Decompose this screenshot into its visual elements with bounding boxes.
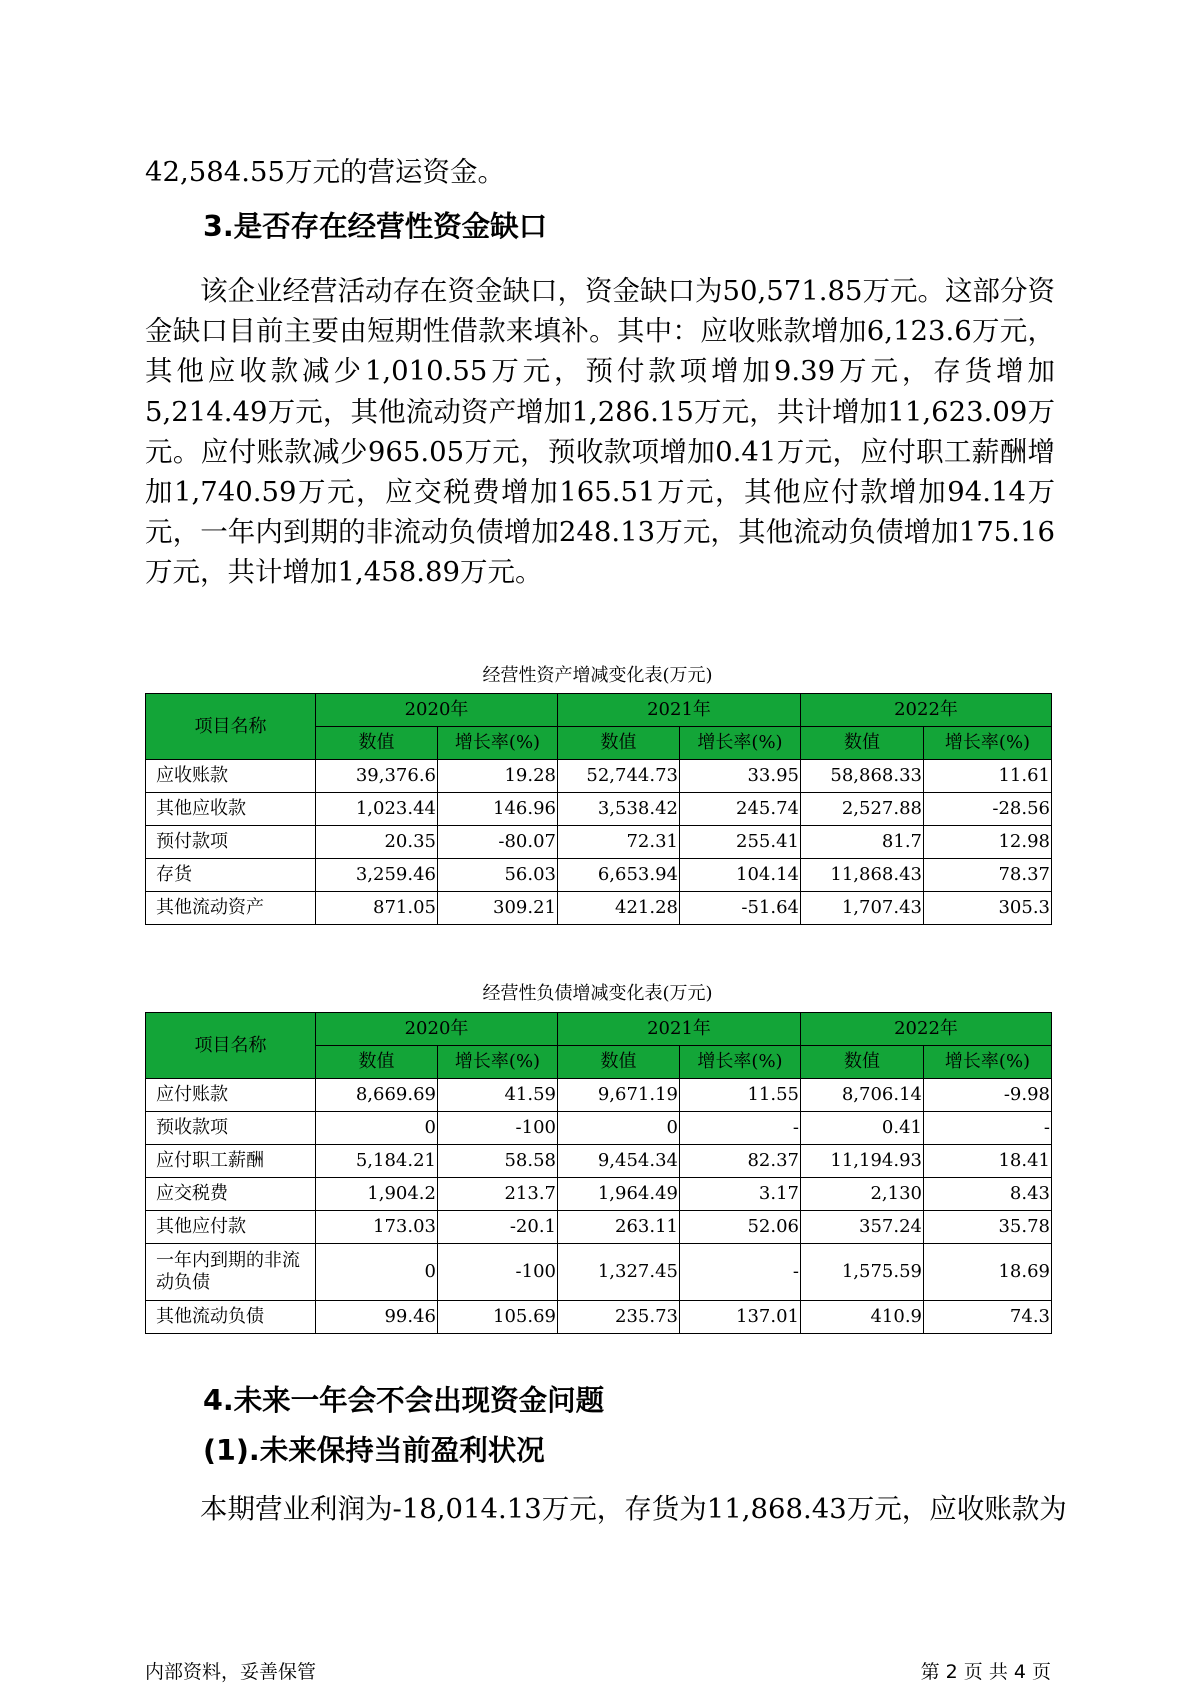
cell-rate: -100: [438, 1112, 558, 1145]
cell-rate: 78.37: [924, 859, 1052, 892]
row-name: 预付款项: [146, 826, 316, 859]
cell-value: 99.46: [316, 1301, 438, 1334]
asset-year-2021: 2021年: [558, 694, 801, 727]
cell-value: 2,130: [801, 1178, 924, 1211]
cell-value: 9,671.19: [558, 1079, 680, 1112]
cell-rate: 19.28: [438, 760, 558, 793]
liability-sub-value: 数值: [558, 1046, 680, 1079]
cell-value: 8,706.14: [801, 1079, 924, 1112]
cell-value: 11,194.93: [801, 1145, 924, 1178]
table-row: [146, 793, 1052, 826]
cell-value: 1,575.59: [801, 1244, 924, 1301]
cell-value: 410.9: [801, 1301, 924, 1334]
cell-value: 81.7: [801, 826, 924, 859]
row-name: 一年内到期的非流动负债: [146, 1244, 316, 1301]
cell-rate: 52.06: [680, 1211, 801, 1244]
cell-rate: -9.98: [924, 1079, 1052, 1112]
liability-year-2022: 2022年: [801, 1013, 1052, 1046]
cell-value: 39,376.6: [316, 760, 438, 793]
table-row: [146, 1211, 1052, 1244]
table-row: [146, 1301, 1052, 1334]
table-row: [146, 826, 1052, 859]
cell-value: 0: [316, 1244, 438, 1301]
asset-table: [145, 693, 1052, 925]
table-row: [146, 1145, 1052, 1178]
section4-heading: 4.未来一年会不会出现资金问题: [203, 1384, 605, 1417]
cell-rate: 18.41: [924, 1145, 1052, 1178]
cell-value: 357.24: [801, 1211, 924, 1244]
asset-sub-value: 数值: [801, 727, 924, 760]
cell-value: 263.11: [558, 1211, 680, 1244]
table-row: [146, 859, 1052, 892]
cell-rate: 56.03: [438, 859, 558, 892]
cell-rate: 104.14: [680, 859, 801, 892]
cell-rate: 309.21: [438, 892, 558, 925]
asset-year-2022: 2022年: [801, 694, 1052, 727]
cell-value: 1,023.44: [316, 793, 438, 826]
footer-page-number: 第 2 页 共 4 页: [920, 1661, 1051, 1683]
table-row: [146, 760, 1052, 793]
cell-rate: -80.07: [438, 826, 558, 859]
cell-rate: 255.41: [680, 826, 801, 859]
asset-header-row-years: [146, 694, 1052, 727]
row-name: 应收账款: [146, 760, 316, 793]
cell-rate: 12.98: [924, 826, 1052, 859]
cell-rate: -: [680, 1244, 801, 1301]
cell-value: 3,259.46: [316, 859, 438, 892]
row-name: 其他应收款: [146, 793, 316, 826]
table-row: [146, 892, 1052, 925]
cell-value: 421.28: [558, 892, 680, 925]
cell-rate: -28.56: [924, 793, 1052, 826]
liability-table-caption: 经营性负债增减变化表(万元): [482, 983, 713, 1004]
row-name: 应付职工薪酬: [146, 1145, 316, 1178]
table-row: [146, 1112, 1052, 1145]
cell-rate: 58.58: [438, 1145, 558, 1178]
cell-rate: 74.3: [924, 1301, 1052, 1334]
table-row: [146, 1178, 1052, 1211]
cell-rate: 33.95: [680, 760, 801, 793]
section3-heading: 3.是否存在经营性资金缺口: [203, 210, 548, 243]
asset-sub-value: 数值: [558, 727, 680, 760]
cell-rate: -20.1: [438, 1211, 558, 1244]
cell-value: 1,707.43: [801, 892, 924, 925]
section3-paragraph: [145, 271, 1055, 593]
cell-rate: 11.55: [680, 1079, 801, 1112]
liability-sub-rate: 增长率(%): [924, 1046, 1052, 1079]
cell-value: 52,744.73: [558, 760, 680, 793]
asset-year-2020: 2020年: [316, 694, 558, 727]
asset-table-caption: 经营性资产增减变化表(万元): [482, 665, 713, 686]
cell-value: 871.05: [316, 892, 438, 925]
liability-sub-rate: 增长率(%): [438, 1046, 558, 1079]
cell-value: 8,669.69: [316, 1079, 438, 1112]
cell-rate: 35.78: [924, 1211, 1052, 1244]
liability-year-2020: 2020年: [316, 1013, 558, 1046]
cell-rate: 105.69: [438, 1301, 558, 1334]
cell-value: 6,653.94: [558, 859, 680, 892]
cell-value: 2,527.88: [801, 793, 924, 826]
cell-rate: 3.17: [680, 1178, 801, 1211]
cell-value: 9,454.34: [558, 1145, 680, 1178]
cell-value: 0.41: [801, 1112, 924, 1145]
cell-value: 235.73: [558, 1301, 680, 1334]
row-name: 应付账款: [146, 1079, 316, 1112]
asset-sub-value: 数值: [316, 727, 438, 760]
section3-paragraph-text: 该企业经营活动存在资金缺口，资金缺口为50,571.85万元。这部分资金缺口目前主要由短期性借款来填补。其中：应收账款增加6,123.6万元，其他应收款减少1,010.55万元，预付款项增加9.39万元，存货增加5,214.49万元，其他流动资产增加1,286.15万元，共计增加11,623.09万元。应付账款减少965.05万元，预收款项增加0.41万元，应付职工薪酬增加1,740.59万元，应交税费增加165.51万元，其他应付款增加94.14万元，一年内到期的非流动负债增加248.13万元，其他流动负债增加175.16万元，共计增加1,458.89万元。: [145, 275, 1055, 589]
cell-rate: 213.7: [438, 1178, 558, 1211]
cell-rate: 8.43: [924, 1178, 1052, 1211]
row-name: 应交税费: [146, 1178, 316, 1211]
liability-col-item: 项目名称: [146, 1013, 316, 1079]
footer-confidential-note: 内部资料，妥善保管: [145, 1661, 317, 1683]
section4-paragraph: [145, 1489, 1067, 1529]
cell-rate: 11.61: [924, 760, 1052, 793]
cell-rate: 82.37: [680, 1145, 801, 1178]
asset-sub-rate: 增长率(%): [680, 727, 801, 760]
cell-rate: 245.74: [680, 793, 801, 826]
liability-table: [145, 1012, 1052, 1334]
row-name: 其他应付款: [146, 1211, 316, 1244]
cell-value: 0: [316, 1112, 438, 1145]
intro-line: 42,584.55万元的营运资金。: [145, 156, 505, 188]
cell-value: 173.03: [316, 1211, 438, 1244]
table-row: [146, 1244, 1052, 1301]
cell-rate: -100: [438, 1244, 558, 1301]
cell-rate: 18.69: [924, 1244, 1052, 1301]
liability-sub-rate: 增长率(%): [680, 1046, 801, 1079]
cell-value: 20.35: [316, 826, 438, 859]
row-name: 预收款项: [146, 1112, 316, 1145]
row-name: 存货: [146, 859, 316, 892]
table-row: [146, 1079, 1052, 1112]
cell-rate: -: [680, 1112, 801, 1145]
cell-value: 72.31: [558, 826, 680, 859]
row-name: 其他流动负债: [146, 1301, 316, 1334]
cell-value: 11,868.43: [801, 859, 924, 892]
cell-value: 1,964.49: [558, 1178, 680, 1211]
cell-rate: 305.3: [924, 892, 1052, 925]
liability-year-2021: 2021年: [558, 1013, 801, 1046]
liability-sub-value: 数值: [316, 1046, 438, 1079]
cell-rate: 41.59: [438, 1079, 558, 1112]
section4-subheading: (1).未来保持当前盈利状况: [203, 1434, 545, 1467]
cell-rate: -: [924, 1112, 1052, 1145]
cell-value: 5,184.21: [316, 1145, 438, 1178]
liability-header-row-years: [146, 1013, 1052, 1046]
cell-value: 1,904.2: [316, 1178, 438, 1211]
cell-rate: -51.64: [680, 892, 801, 925]
cell-rate: 137.01: [680, 1301, 801, 1334]
cell-value: 0: [558, 1112, 680, 1145]
asset-sub-rate: 增长率(%): [438, 727, 558, 760]
section4-paragraph-text: 本期营业利润为-18,014.13万元，存货为11,868.43万元，应收账款为: [200, 1493, 1067, 1525]
cell-value: 3,538.42: [558, 793, 680, 826]
cell-value: 1,327.45: [558, 1244, 680, 1301]
cell-rate: 146.96: [438, 793, 558, 826]
liability-sub-value: 数值: [801, 1046, 924, 1079]
asset-col-item: 项目名称: [146, 694, 316, 760]
asset-sub-rate: 增长率(%): [924, 727, 1052, 760]
row-name: 其他流动资产: [146, 892, 316, 925]
cell-value: 58,868.33: [801, 760, 924, 793]
